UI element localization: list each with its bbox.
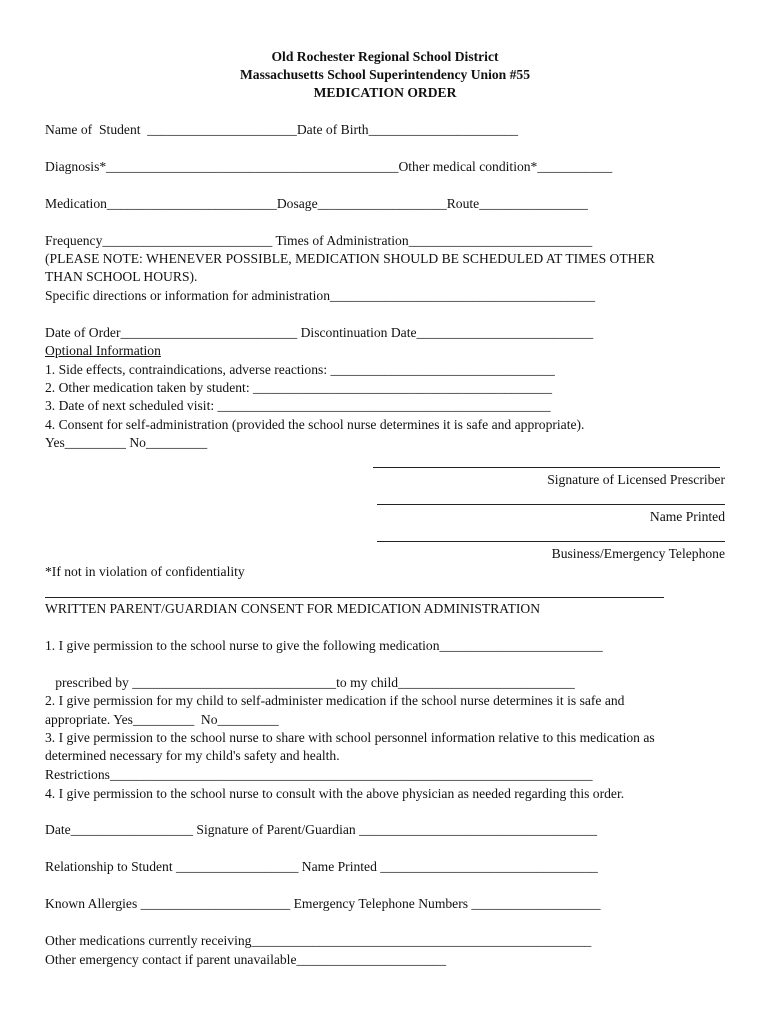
union-title: Massachusetts School Superintendency Union #55: [239, 67, 531, 82]
section-divider: [45, 597, 664, 598]
date-signature-line[interactable]: Date__________________ Signature of Parent/Guardian ___________________________________: [45, 822, 597, 837]
relationship-name-line[interactable]: Relationship to Student __________________ Name Printed ________________________________: [45, 859, 598, 874]
self-administer-yes-no[interactable]: appropriate. Yes_________ No_________: [45, 712, 279, 727]
parent-consent-heading: WRITTEN PARENT/GUARDIAN CONSENT FOR MEDICATION ADMINISTRATION: [45, 601, 541, 616]
self-admin-yes-no[interactable]: Yes_________ No_________: [45, 435, 208, 450]
side-effects-line[interactable]: 1. Side effects, contraindications, adverse reactions: _________________________________: [45, 362, 555, 377]
optional-info-heading: Optional Information: [45, 343, 161, 358]
restrictions-line[interactable]: Restrictions_______________________________________________________________________: [45, 767, 593, 782]
prescriber-signature-rule[interactable]: [373, 467, 720, 468]
order-dates-line[interactable]: Date of Order__________________________ Discontinuation Date__________________________: [45, 325, 594, 340]
medication-dosage-route-line[interactable]: Medication_________________________Dosage___________________Route________________: [45, 196, 588, 211]
scheduling-note: (PLEASE NOTE: WHENEVER POSSIBLE, MEDICATION SHOULD BE SCHEDULED AT TIMES OTHER: [45, 251, 655, 266]
permission-medication-line[interactable]: 1. I give permission to the school nurse to give the following medication________________________: [45, 638, 603, 653]
share-info-permission: 3. I give permission to the school nurse to share with school personnel information relative to this medication as: [45, 730, 655, 745]
share-info-permission-cont: determined necessary for my child's safety and health.: [45, 748, 340, 763]
self-admin-consent: 4. Consent for self-administration (provided the school nurse determines it is safe and appropriate).: [45, 417, 585, 432]
scheduling-note-cont: THAN SCHOOL HOURS).: [45, 269, 198, 284]
self-administer-permission: 2. I give permission for my child to self-administer medication if the school nurse determines it is safe and: [45, 693, 625, 708]
telephone-rule[interactable]: [377, 541, 725, 542]
name-printed-rule[interactable]: [377, 504, 725, 505]
other-medication-line[interactable]: 2. Other medication taken by student: ____________________________________________: [45, 380, 553, 395]
frequency-times-line[interactable]: Frequency_________________________ Times of Administration___________________________: [45, 233, 593, 248]
allergies-phone-line[interactable]: Known Allergies ______________________ Emergency Telephone Numbers ___________________: [45, 896, 601, 911]
confidentiality-note: *If not in violation of confidentiality: [45, 564, 245, 579]
next-visit-line[interactable]: 3. Date of next scheduled visit: _________________________________________________: [45, 398, 551, 413]
other-emergency-contact-line[interactable]: Other emergency contact if parent unavailable______________________: [45, 952, 447, 967]
name-printed-label: Name Printed: [649, 509, 725, 524]
form-title: MEDICATION ORDER: [313, 85, 457, 100]
diagnosis-line[interactable]: Diagnosis*___________________________________________Other medical condition*___________: [45, 159, 613, 174]
consult-physician-permission: 4. I give permission to the school nurse to consult with the above physician as needed regarding this order.: [45, 786, 625, 801]
directions-line[interactable]: Specific directions or information for administration_______________________________________: [45, 288, 596, 303]
student-name-dob-line[interactable]: Name of Student ______________________Date of Birth______________________: [45, 122, 519, 137]
district-title: Old Rochester Regional School District: [271, 49, 499, 64]
prescribed-by-line[interactable]: prescribed by ______________________________to my child__________________________: [45, 675, 575, 690]
prescriber-signature-label: Signature of Licensed Prescriber: [547, 472, 725, 487]
other-medications-line[interactable]: Other medications currently receiving__________________________________________________: [45, 933, 592, 948]
telephone-label: Business/Emergency Telephone: [551, 546, 725, 561]
